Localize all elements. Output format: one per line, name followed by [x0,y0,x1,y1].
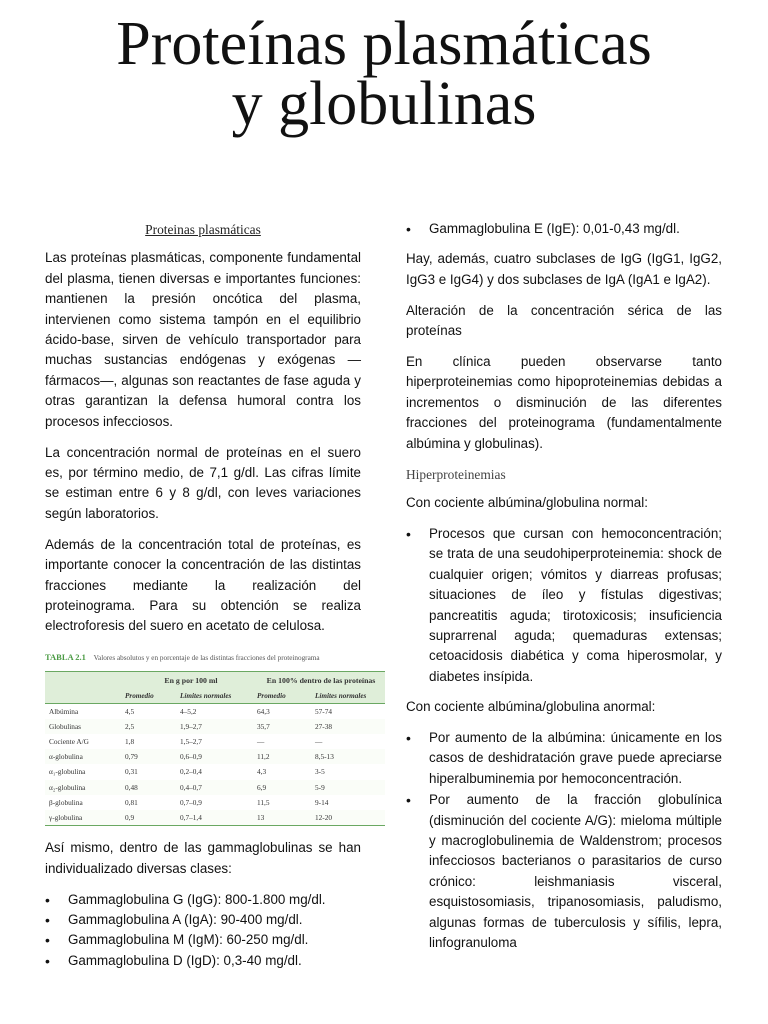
table-cell: 3-5 [315,767,325,777]
table-cell: 4,3 [257,767,267,777]
paragraph-intro: Las proteínas plasmáticas, componente fundamental del plasma, tienen diversas e importantes funciones: mantienen la presión oncótica del plasma, intervienen como sistema tampón en el equilibrio ácido-base, sirven de vehículo transportador para muchas sustancias endógenas y exógenas —fármacos—, algunas son reactantes de fase aguda y otras garantizan la defensa humoral contra los procesos infecciosos. [45,250,361,429]
list-item: • Por aumento de la albúmina: únicamente en los casos de deshidratación grave puede apreciarse hiperalbuminemia por hemoconcentración. [406,728,722,789]
table-row [45,780,385,795]
table-subheader: Promedio [257,689,315,704]
table-cell: 1,9–2,7 [180,719,257,734]
paragraph-concentration: La concentración normal de proteínas en el suero es, por término medio, de 7,1 g/dl. Las cifras límite se estiman entre 6 y 8 g/dl, con leves variaciones según laboratorios. [45,444,361,521]
table-cell: α₂-globulina [45,780,125,795]
list-item: • Gammaglobulina M (IgM): 60-250 mg/dl. [45,930,361,950]
table-row [45,810,385,826]
table-cell: 0,48 [125,780,180,795]
table-subheader: Límites normales [315,689,385,704]
table-cell: 0,4–0,7 [180,780,257,795]
table-cell: γ-globulina [45,810,125,826]
table-cell: 0,31 [125,767,138,777]
subheading-hyperproteinemias: Hiperproteinemias [406,466,506,482]
table-tag: TABLA 2.1 [45,652,86,663]
paragraph-clinic: En clínica pueden observarse tanto hiperproteinemias como hipoproteinemias debidas a incrementos o disminución de las diferentes fracciones del proteinograma (fundamentalmente albúmina y globulinas). [406,354,722,451]
list-item: • Gammaglobulina D (IgD): 0,3-40 mg/dl. [45,951,361,971]
paragraph-proteinogram: Además de la concentración total de proteínas, es importante conocer la concentración de las distintas fracciones mediante la realización del proteinograma. Para su obtención se realiza electroforesis del suero en acetato de celulosa. [45,536,361,634]
table-cell: 4–5,2 [180,706,197,716]
right-column [406,219,722,964]
table-cell: 4,5 [125,706,135,716]
table-cell: 8,5-13 [315,749,385,764]
paragraph-abnormal-ratio: Con cociente albúmina/globulina anormal: [406,699,656,715]
table-cell: 1,8 [125,737,135,747]
table-cell: — [315,737,323,747]
table-cell: 64,3 [257,706,270,716]
table-cell: 0,7–1,4 [180,810,257,826]
table-cell: 0,7–0,9 [180,797,202,807]
table-2-1 [45,647,376,826]
paragraph-alteration-title: Alteración de la concentración sérica de las proteínas [406,302,722,339]
list-item: • Gammaglobulina A (IgA): 90-400 mg/dl. [45,910,361,930]
table-cell: — [257,737,265,747]
table-row [45,749,385,764]
table-cell: 1,5–2,7 [180,737,202,747]
table-cell: 35,7 [257,719,315,734]
table-cell: α-globulina [45,749,125,764]
table-header-blank [45,671,125,689]
table-caption-text: Valores absolutos y en porcentaje de las distintas fracciones del proteinograma [93,654,320,663]
section-heading: Proteinas plasmáticas [145,222,261,237]
table-row [45,795,385,810]
title-line-2: y globulinas [231,70,537,138]
table-cell: 2,5 [125,719,180,734]
paragraph-normal-ratio: Con cociente albúmina/globulina normal: [406,494,648,510]
proteinogram-table [45,671,385,827]
table-cell: 0,79 [125,749,180,764]
paragraph-subclasses: Hay, además, cuatro subclases de IgG (IgG1, IgG2, IgG3 e IgG4) y dos subclases de IgA (IgA1 e IgA2). [406,251,722,287]
table-cell: 27-38 [315,719,385,734]
list-item: • Gammaglobulina E (IgE): 0,01-0,43 mg/dl. [406,219,722,239]
list-item: • Por aumento de la fracción globulínica (disminución del cociente A/G): mieloma múltiple y macroglobulinemia de Waldenstrom; procesos infecciosos bacterianos o parasitarios de curso crónico: leishmaniasis visceral, esquistosomiasis, tripanosomiasis, paludismo, algunas formas de tuberculosis y sífilis, lepra, linfogranuloma [406,790,722,953]
table-row [45,764,385,779]
table-cell: 57-74 [315,706,333,716]
list-item: • Gammaglobulina G (IgG): 800-1.800 mg/dl. [45,890,361,910]
table-subheader-blank [45,689,125,704]
table-subheader: Promedio [125,689,180,704]
table-cell: Albúmina [49,706,79,716]
table-cell: 12-20 [315,810,385,826]
list-item: • Procesos que cursan con hemoconcentración; se trata de una seudohiperproteinemia: shock de cualquier origen; vómitos y diarreas profusas; situaciones de íleo y fístulas digestivas; pancreatitis aguda; tirotoxicosis; insuficiencia suprarrenal aguda; quemaduras extensas; cetoacidosis diabética y coma hiperosmolar, y diabetes insípida. [406,524,722,687]
globulin-class-list [45,890,361,972]
table-cell: 0,81 [125,797,138,807]
table-cell: α₁-globulina [49,767,86,777]
table-cell: 0,6–0,9 [180,749,257,764]
table-cell: β-globulina [49,797,83,807]
table-row [45,703,385,719]
table-group-header: En g por 100 ml [125,671,257,689]
page-title [0,10,768,138]
normal-ratio-list [406,524,722,687]
table-cell: 9-14 [315,797,329,807]
left-column [45,220,376,981]
abnormal-ratio-list [406,728,722,953]
table-caption [45,647,361,668]
table-cell: 13 [257,810,315,826]
table-cell: 11,5 [257,797,270,807]
table-cell: 0,2–0,4 [180,767,202,777]
table-cell: 0,9 [125,810,180,826]
table-cell: 11,2 [257,749,315,764]
table-cell: Cociente A/G [49,737,89,747]
title-line-1: Proteínas plasmáticas [116,10,652,78]
table-row [45,734,385,749]
table-group-header: En 100% dentro de las proteínas [257,671,385,689]
globulin-e-list [406,219,722,239]
table-row [45,719,385,734]
paragraph-classes: Así mismo, dentro de las gammaglobulinas se han individualizado diversas clases: [45,840,361,876]
table-subheader: Límites normales [180,689,257,704]
table-cell: Globulinas [45,719,125,734]
table-cell: 5-9 [315,780,385,795]
table-cell: 6,9 [257,780,315,795]
